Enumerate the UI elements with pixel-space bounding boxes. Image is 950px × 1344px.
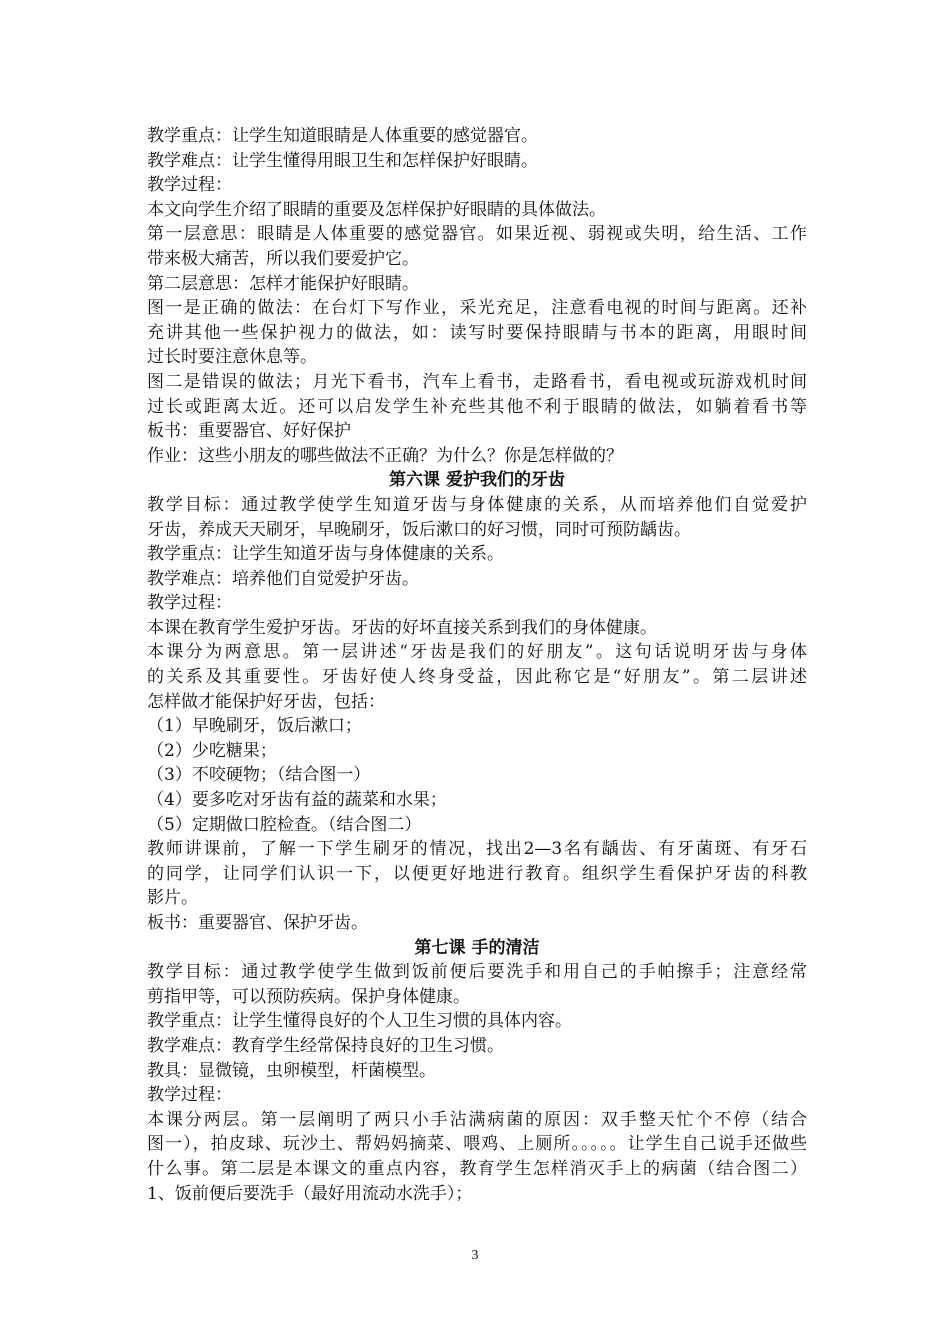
text-line: 教学难点：培养他们自觉爱护牙齿。: [147, 568, 419, 589]
document-body: [147, 124, 807, 1206]
text-line: 过长或距离太近。还可以启发学生补充些其他不利于眼睛的做法，如躺着看书等: [147, 396, 807, 417]
text-line: （3）不咬硬物；（结合图一）: [147, 765, 371, 786]
text-line: 图一），拍皮球、玩沙土、帮妈妈摘菜、喂鸡、上厕所。。。。。让学生自己说手还做些: [147, 1134, 807, 1155]
text-line: 本课分为两意思。第一层讲述“牙齿是我们的好朋友”。这句话说明牙齿与身体: [147, 642, 807, 663]
text-line: （5）定期做口腔检查。（结合图二）: [147, 814, 422, 835]
text-line: （2）少吃糖果；: [147, 740, 277, 761]
text-line: 作业：这些小朋友的哪些做法不正确？为什么？你是怎样做的？: [147, 445, 623, 466]
text-line: 教学难点：让学生懂得用眼卫生和怎样保护好眼睛。: [147, 150, 538, 171]
text-line: 教学过程：: [147, 593, 232, 614]
text-line: 教师讲课前，了解一下学生刷牙的情况，找出2—3名有龋齿、有牙菌斑、有牙石: [147, 839, 807, 860]
text-line: 牙齿，养成天天刷牙，早晚刷牙，饭后漱口的好习惯，同时可预防龋齿。: [147, 519, 691, 540]
lesson-title: 第六课 爱护我们的牙齿: [389, 470, 565, 491]
text-line: 板书：重要器官、好好保护: [147, 421, 351, 442]
text-line: 教学目标：通过教学使学生知道牙齿与身体健康的关系，从而培养他们自觉爱护: [147, 494, 807, 515]
text-line: 第二层意思：怎样才能保护好眼睛。: [147, 273, 419, 294]
text-line: 过长时要注意休息等。: [147, 347, 317, 368]
text-line: （4）要多吃对牙齿有益的蔬菜和水果；: [147, 790, 447, 811]
page-number: 3: [471, 1248, 479, 1263]
text-line: 教具：显微镜，虫卵模型，杆菌模型。: [147, 1060, 436, 1081]
text-line: 教学难点：教育学生经常保持良好的卫生习惯。: [147, 1035, 504, 1056]
text-line: 什么事。第二层是本课文的重点内容，教育学生怎样消灭手上的病菌（结合图二）: [147, 1158, 807, 1179]
text-line: 本课分两层。第一层阐明了两只小手沾满病菌的原因：双手整天忙个不停（结合: [147, 1109, 807, 1130]
text-line: 教学过程：: [147, 175, 232, 196]
text-line: 教学过程：: [147, 1085, 232, 1106]
text-line: 教学目标：通过教学使学生做到饭前便后要洗手和用自己的手帕擦手；注意经常: [147, 962, 807, 983]
text-line: 带来极大痛苦，所以我们要爱护它。: [147, 248, 419, 269]
text-line: 1、饭前便后要洗手（最好用流动水洗手）；: [147, 1183, 473, 1204]
lesson-title: 第七课 手的清洁: [414, 937, 540, 958]
text-line: 的同学，让同学们认识一下，以便更好地进行教育。组织学生看保护牙齿的科教: [147, 863, 807, 884]
text-line: 第一层意思：眼睛是人体重要的感觉器官。如果近视、弱视或失明，给生活、工作: [147, 224, 807, 245]
text-line: 图一是正确的做法：在台灯下写作业，采光充足，注意看电视的时间与距离。还补: [147, 298, 807, 319]
text-line: 的关系及其重要性。牙齿好使人终身受益，因此称它是“好朋友”。第二层讲述: [147, 667, 807, 688]
text-line: 教学重点：让学生知道眼睛是人体重要的感觉器官。: [147, 126, 538, 146]
text-line: 怎样做才能保护好牙齿，包括：: [147, 691, 385, 712]
text-line: 剪指甲等，可以预防疾病。保护身体健康。: [147, 986, 470, 1007]
text-line: 充讲其他一些保护视力的做法，如：读写时要保持眼睛与书本的距离，用眼时间: [147, 322, 807, 343]
text-line: 本文向学生介绍了眼睛的重要及怎样保护好眼睛的具体做法。: [147, 199, 606, 220]
text-line: 板书：重要器官、保护牙齿。: [147, 913, 368, 933]
text-line: 图二是错误的做法；月光下看书，汽车上看书，走路看书，看电视或玩游戏机时间: [147, 371, 807, 392]
text-line: 教学重点：让学生知道牙齿与身体健康的关系。: [147, 544, 504, 565]
text-line: 本课在教育学生爱护牙齿。牙齿的好坏直接关系到我们的身体健康。: [147, 617, 657, 638]
text-line: （1）早晚刷牙，饭后漱口；: [147, 716, 362, 737]
text-line: 影片。: [147, 888, 198, 909]
text-line: 教学重点：让学生懂得良好的个人卫生习惯的具体内容。: [147, 1011, 572, 1032]
